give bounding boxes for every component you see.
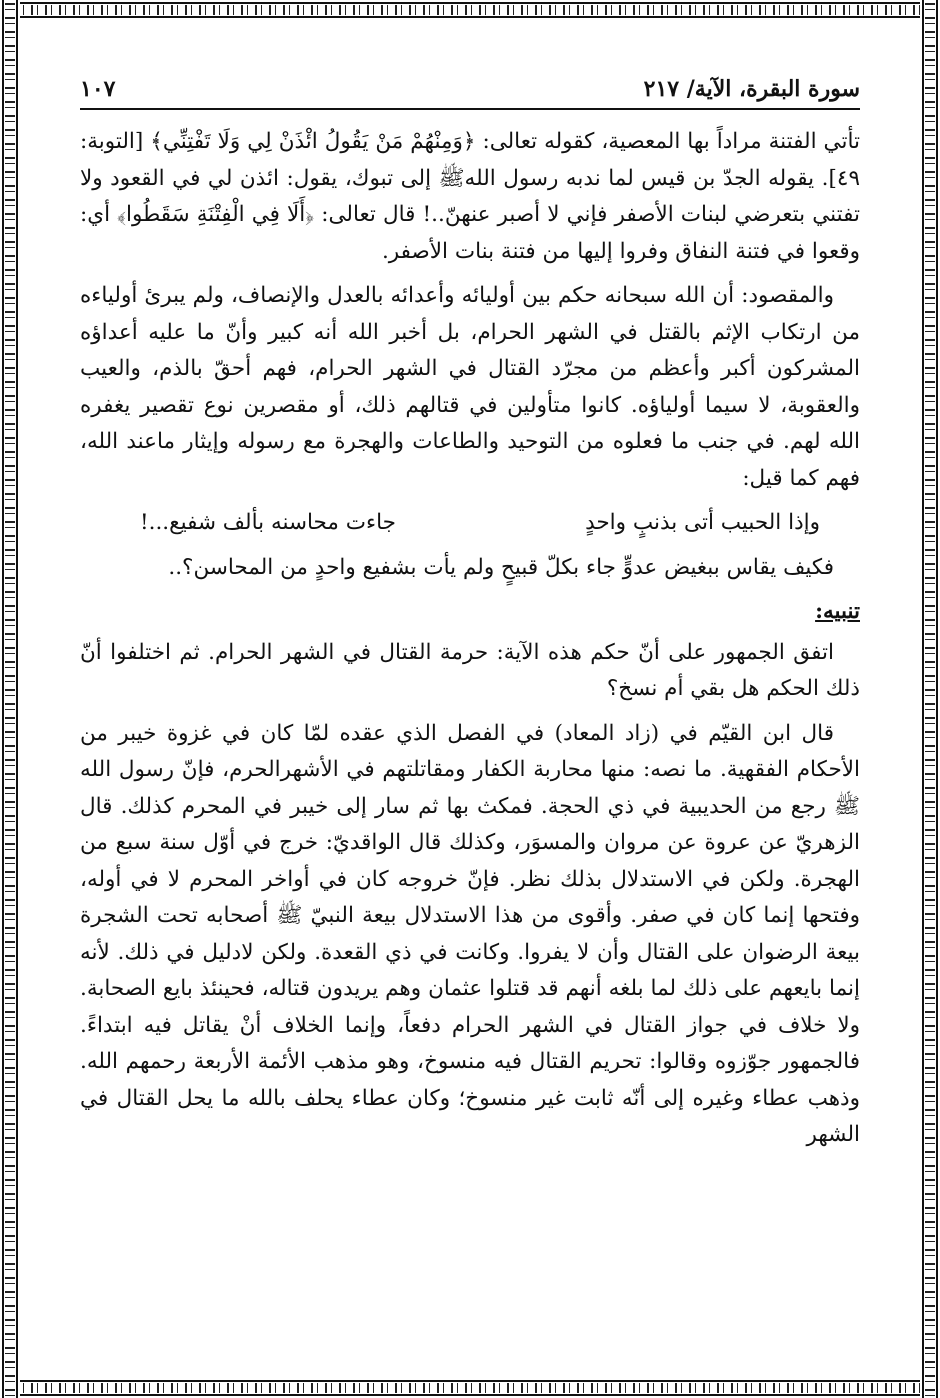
poetry-verse <box>80 505 860 542</box>
ornamental-border-right <box>920 0 940 1398</box>
page-header <box>80 70 860 110</box>
paragraph-note-2: قال ابن القيّم في (زاد المعاد) في الفصل الذي عقده لمّا كان في غزوة خيبر من الأحكام الفقهية. ما نصه: منها محاربة الكفار ومقاتلتهم في الأشهرالحرم، فإنّ رسول الله ﷺ رجع من الحديبية في ذي الحجة. فمكث بها ثم سار إلى خيبر في المحرم كذلك. قال الزهريّ عن عروة عن مروان والمسوَر، وكذلك قال الواقديّ: خرج في أوّل سنة سبع من الهجرة. ولكن في الاستدلال بذلك نظر. فإنّ خروجه كان في أواخر المحرم لا في أوله، وفتحها إنما كان في صفر. وأقوى من هذا الاستدلال بيعة النبيّ ﷺ أصحابه تحت الشجرة بيعة الرضوان على القتال وأن لا يفروا. وكانت في ذي القعدة. ولكن لادليل في ذلك. لأنه إنما بايعهم على ذلك لما بلغه أنهم قد قتلوا عثمان وهم يريدون قتاله، فحينئذ بايع الصحابة. ولا خلاف في جواز القتال في الشهر الحرام دفعاً، وإنما الخلاف أنْ يقاتل فيه ابتداءً. فالجمهور جوّزوه وقالوا: تحريم القتال فيه منسوخ، وهو مذهب الأئمة الأربعة رحمهم الله. وذهب عطاء وغيره إلى أنّه ثابت غير منسوخ؛ وكان عطاء يحلف بالله ما يحل القتال في الشهر <box>80 720 860 1147</box>
paragraph-after-verse: فكيف يقاس ببغيض عدوٍّ جاء بكلّ قبيحٍ ولم يأت بشفيع واحدٍ من المحاسن؟.. <box>168 554 834 580</box>
surah-title: سورة البقرة، الآية/ ٢١٧ <box>643 76 860 102</box>
verse-first-hemistich: وإذا الحبيب أتى بذنبٍ واحدٍ <box>585 510 820 535</box>
paragraph-maqsud: والمقصود: أن الله سبحانه حكم بين أوليائه وأعدائه بالعدل والإنصاف، ولم يبرئ أولياءه من ارتكاب الإثم بالقتل في الشهر الحرام، بل أخبر الله أنه كبير وأنّ ما عليه أعداؤه المشركون أكبر وأعظم من مجرّد القتال في الشهر الحرام، فهم أحقّ بالذم، والعيب والعقوبة، لا سيما أولياؤه. كانوا متأولين في قتالهم ذلك، أو مقصرين نوع تقصير يغفره الله لهم. في جنب ما فعلوه من التوحيد والطاعات والهجرة مع رسوله وإيثار ماعند الله، فهم كما قيل: <box>80 283 860 491</box>
body-text <box>80 124 860 1154</box>
ornamental-border-top <box>0 0 940 20</box>
page-content <box>80 70 860 1338</box>
note-heading: تنبيه: <box>815 599 860 624</box>
verse-second-hemistich: جاءت محاسنه بألف شفيع...! <box>140 510 396 535</box>
paragraph-note-1: اتفق الجمهور على أنّ حكم هذه الآية: حرمة القتال في الشهر الحرام. ثم اختلفوا أنّ ذلك الحكم هل بقي أم نسخ؟ <box>80 639 860 701</box>
paragraph-fitna: تأتي الفتنة مراداً بها المعصية، كقوله تعالى: ﴿وَمِنْهُمْ مَنْ يَقُولُ ائْذَنْ لِي وَلَا تَفْتِنِّي﴾ [التوبة: ٤٩]. يقوله الجدّ بن قيس لما ندبه رسول اللهﷺ إلى تبوك، يقول: ائذن لي في القعود ولا تفتني بتعرضي لبنات الأصفر فإني لا أصبر عنهنّ..! قال تعالى: ﴿أَلَا فِي الْفِتْنَةِ سَقَطُوا﴾ أي: وقعوا في فتنة النفاق وفروا إليها من فتنة بنات الأصفر. <box>80 129 860 264</box>
ornamental-border-left <box>0 0 20 1398</box>
page-number: ١٠٧ <box>80 76 116 102</box>
ornamental-border-bottom <box>0 1378 940 1398</box>
